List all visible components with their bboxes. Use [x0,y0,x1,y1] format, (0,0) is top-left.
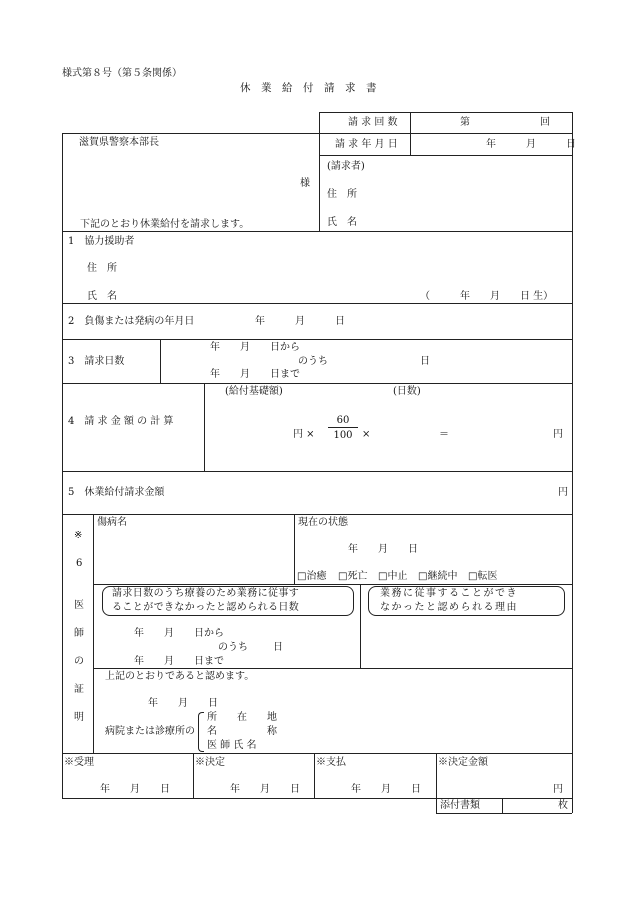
calc-yen-unit: 円 [553,429,563,440]
side-char-1: ※ [74,530,83,541]
cert-days-unit: 日 [273,642,283,653]
claim-amount-yen: 円 [558,487,568,498]
claimant-label: (請求者) [327,161,365,172]
section2-label: 2 負傷または発病の年月日 [68,316,195,327]
claim-count-field[interactable]: 第 回 [460,117,550,128]
cert-period-of: のうち [218,642,248,653]
decision-label: ※決定 [195,757,225,768]
injury-date-field[interactable]: 年 月 日 [255,316,345,327]
claim-period-to[interactable]: 年 月 日まで [210,369,300,380]
status-death-checkbox[interactable]: □ 死亡 [338,572,367,582]
claim-period-of: のうち [298,356,328,367]
reason-box-line1: 業務に従事することができ [380,588,518,599]
hospital-brace [198,712,204,752]
claim-date-field[interactable]: 年 月 日 [486,139,576,150]
form-title: 休 業 給 付 請 求 書 [240,82,377,94]
status-stopped-checkbox[interactable]: □ 中止 [378,572,407,582]
base-amount-label: (給付基礎額) [225,386,283,397]
facility-name-label: 名 称 [207,726,277,737]
cert-period-from[interactable]: 年 月 日から [134,628,224,639]
payment-label: ※支払 [316,757,346,768]
side-char-7: 明 [74,712,84,723]
status-transfer-checkbox[interactable]: □ 転医 [468,572,497,582]
status-date-field[interactable]: 年 月 日 [348,544,418,555]
doctor-name-label: 医 師 氏 名 [207,740,257,751]
cert-period-to[interactable]: 年 月 日まで [134,656,224,667]
disease-name-label: 傷病名 [97,517,127,528]
days-box-line2: ることができなかったと認められる日数 [112,602,300,613]
side-char-2: 6 [76,558,83,569]
current-status-label: 現在の状態 [298,517,348,528]
request-text: 下記のとおり休業給付を請求します。 [80,219,250,230]
claim-date-label: 請 求 年 月 日 [335,139,398,150]
decision-date-field[interactable]: 年 月 日 [230,784,300,795]
helper-name-label: 氏 名 [87,291,117,302]
certify-date-field[interactable]: 年 月 日 [148,698,218,709]
received-date-field[interactable]: 年 月 日 [100,784,170,795]
certify-text: 上記のとおりであると認めます。 [105,671,255,682]
fraction-numerator: 60 [336,415,350,426]
helper-address-label: 住 所 [87,263,117,274]
hospital-label: 病院または診療所の [105,726,195,737]
section1-label: 1 協力援助者 [68,236,135,247]
received-label: ※受理 [64,757,94,768]
helper-birthdate[interactable]: （ 年 月 日 生） [420,291,554,302]
claimant-address-label: 住 所 [327,189,357,200]
side-char-5: の [74,656,84,667]
section5-label: 5 休業給付請求金額 [68,487,165,498]
days-label: (日数) [393,386,421,397]
form-number: 様式第８号（第５条関係） [62,68,182,79]
status-cured-checkbox[interactable]: □ 治癒 [297,572,326,582]
times-sign: × [362,429,371,440]
decided-amount-label: ※決定金額 [438,757,488,768]
attachments-unit: 枚 [558,800,568,811]
equals-sign: ＝ [439,429,449,440]
location-label: 所 在 地 [207,712,277,723]
yen-times: 円 × [293,429,315,440]
attachments-label: 添付書類 [440,800,480,811]
decided-amount-yen: 円 [553,784,563,795]
side-char-4: 師 [74,628,84,639]
claimant-name-label: 氏 名 [327,217,357,228]
side-char-6: 証 [74,684,84,695]
claim-days-unit: 日 [420,356,430,367]
status-continuing-checkbox[interactable]: □ 継続中 [418,572,457,582]
claim-count-label: 請 求 回 数 [348,117,398,128]
fraction-denominator: 100 [333,430,353,441]
reason-box-line2: なかったと認められる理由 [380,602,518,613]
claim-period-from[interactable]: 年 月 日から [210,342,300,353]
fraction-bar [328,427,358,428]
addressee: 滋賀県警察本部長 [79,137,159,148]
sama-honorific: 様 [300,178,310,189]
side-char-3: 医 [74,600,84,611]
section3-label: 3 請求日数 [68,356,125,367]
payment-date-field[interactable]: 年 月 日 [351,784,421,795]
section4-label: 4 請 求 金 額 の 計 算 [68,416,174,427]
days-box-line1: 請求日数のうち療養のため業務に従事す [112,588,300,599]
